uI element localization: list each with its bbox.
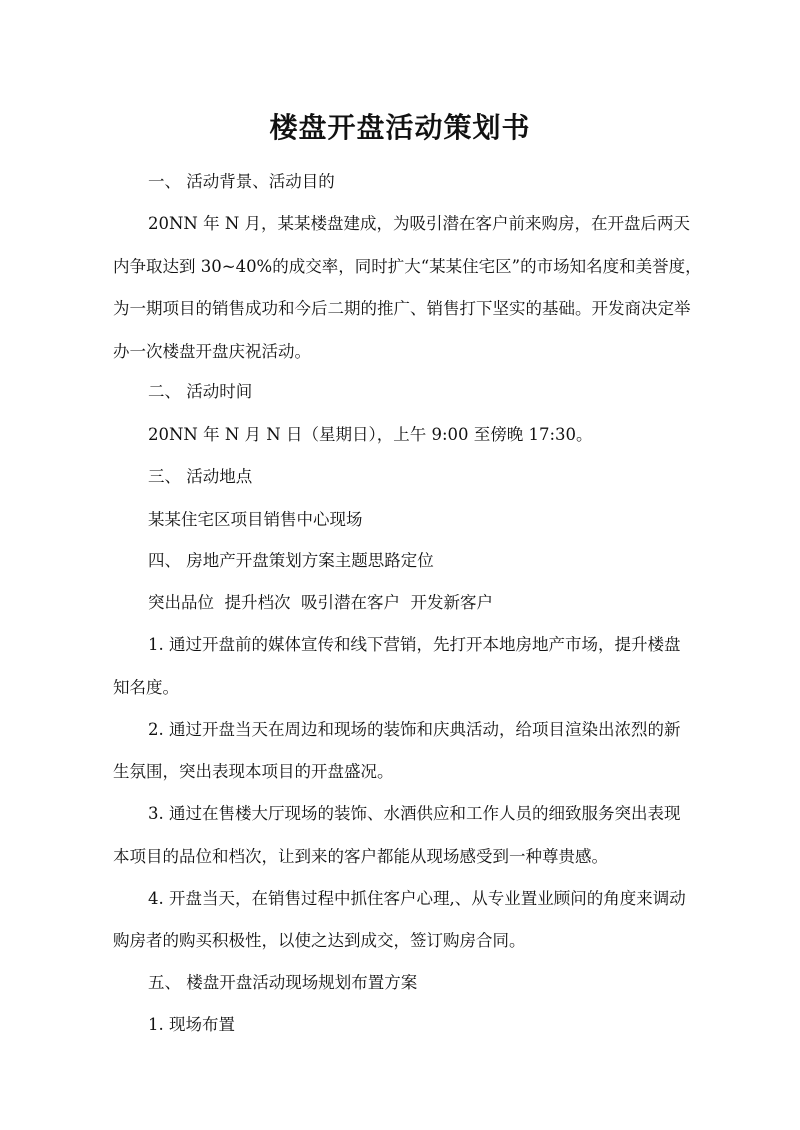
paragraph-line: 办一次楼盘开盘庆祝活动。 — [113, 342, 311, 361]
section-heading-3: 三、 活动地点 — [148, 467, 253, 486]
section-heading-4: 四、 房地产开盘策划方案主题思路定位 — [148, 551, 434, 570]
paragraph-line: 某某住宅区项目销售中心现场 — [148, 510, 363, 529]
list-item: 4. 开盘当天，在销售过程中抓住客户心理,、从专业置业顾问的角度来调动 — [148, 889, 686, 908]
section-heading-5: 五、 楼盘开盘活动现场规划布置方案 — [148, 973, 418, 992]
slogan-line: 突出品位 提升档次 吸引潜在客户 开发新客户 — [148, 593, 493, 612]
list-item: 2. 通过开盘当天在周边和现场的装饰和庆典活动，给项目渲染出浓烈的新 — [148, 720, 681, 739]
list-item-continuation: 生氛围，突出表现本项目的开盘盛况。 — [113, 762, 394, 781]
paragraph-line: 20NN 年 N 月 N 日（星期日），上午 9:00 至傍晚 17:30。 — [148, 425, 593, 444]
list-item: 1. 通过开盘前的媒体宣传和线下营销，先打开本地房地产市场，提升楼盘 — [148, 635, 681, 654]
paragraph-line: 20NN 年 N 月，某某楼盘建成，为吸引潜在客户前来购房，在开盘后两天 — [148, 214, 691, 233]
subheading: 1. 现场布置 — [148, 1015, 235, 1034]
list-item-continuation: 本项目的品位和档次，让到来的客户都能从现场感受到一种尊贵感。 — [113, 847, 608, 866]
section-heading-2: 二、 活动时间 — [148, 382, 253, 401]
paragraph-line: 为一期项目的销售成功和今后二期的推广、销售打下坚实的基础。开发商决定举 — [113, 299, 691, 318]
document-title: 楼盘开盘活动策划书 — [269, 111, 531, 144]
paragraph-line: 内争取达到 30~40%的成交率，同时扩大“某某住宅区”的市场知名度和美誉度， — [113, 257, 702, 276]
list-item: 3. 通过在售楼大厅现场的装饰、水酒供应和工作人员的细致服务突出表现 — [148, 804, 681, 823]
list-item-continuation: 知名度。 — [113, 678, 179, 697]
section-heading-1: 一、 活动背景、活动目的 — [148, 172, 335, 191]
list-item-continuation: 购房者的购买积极性，以使之达到成交，签订购房合同。 — [113, 931, 526, 950]
